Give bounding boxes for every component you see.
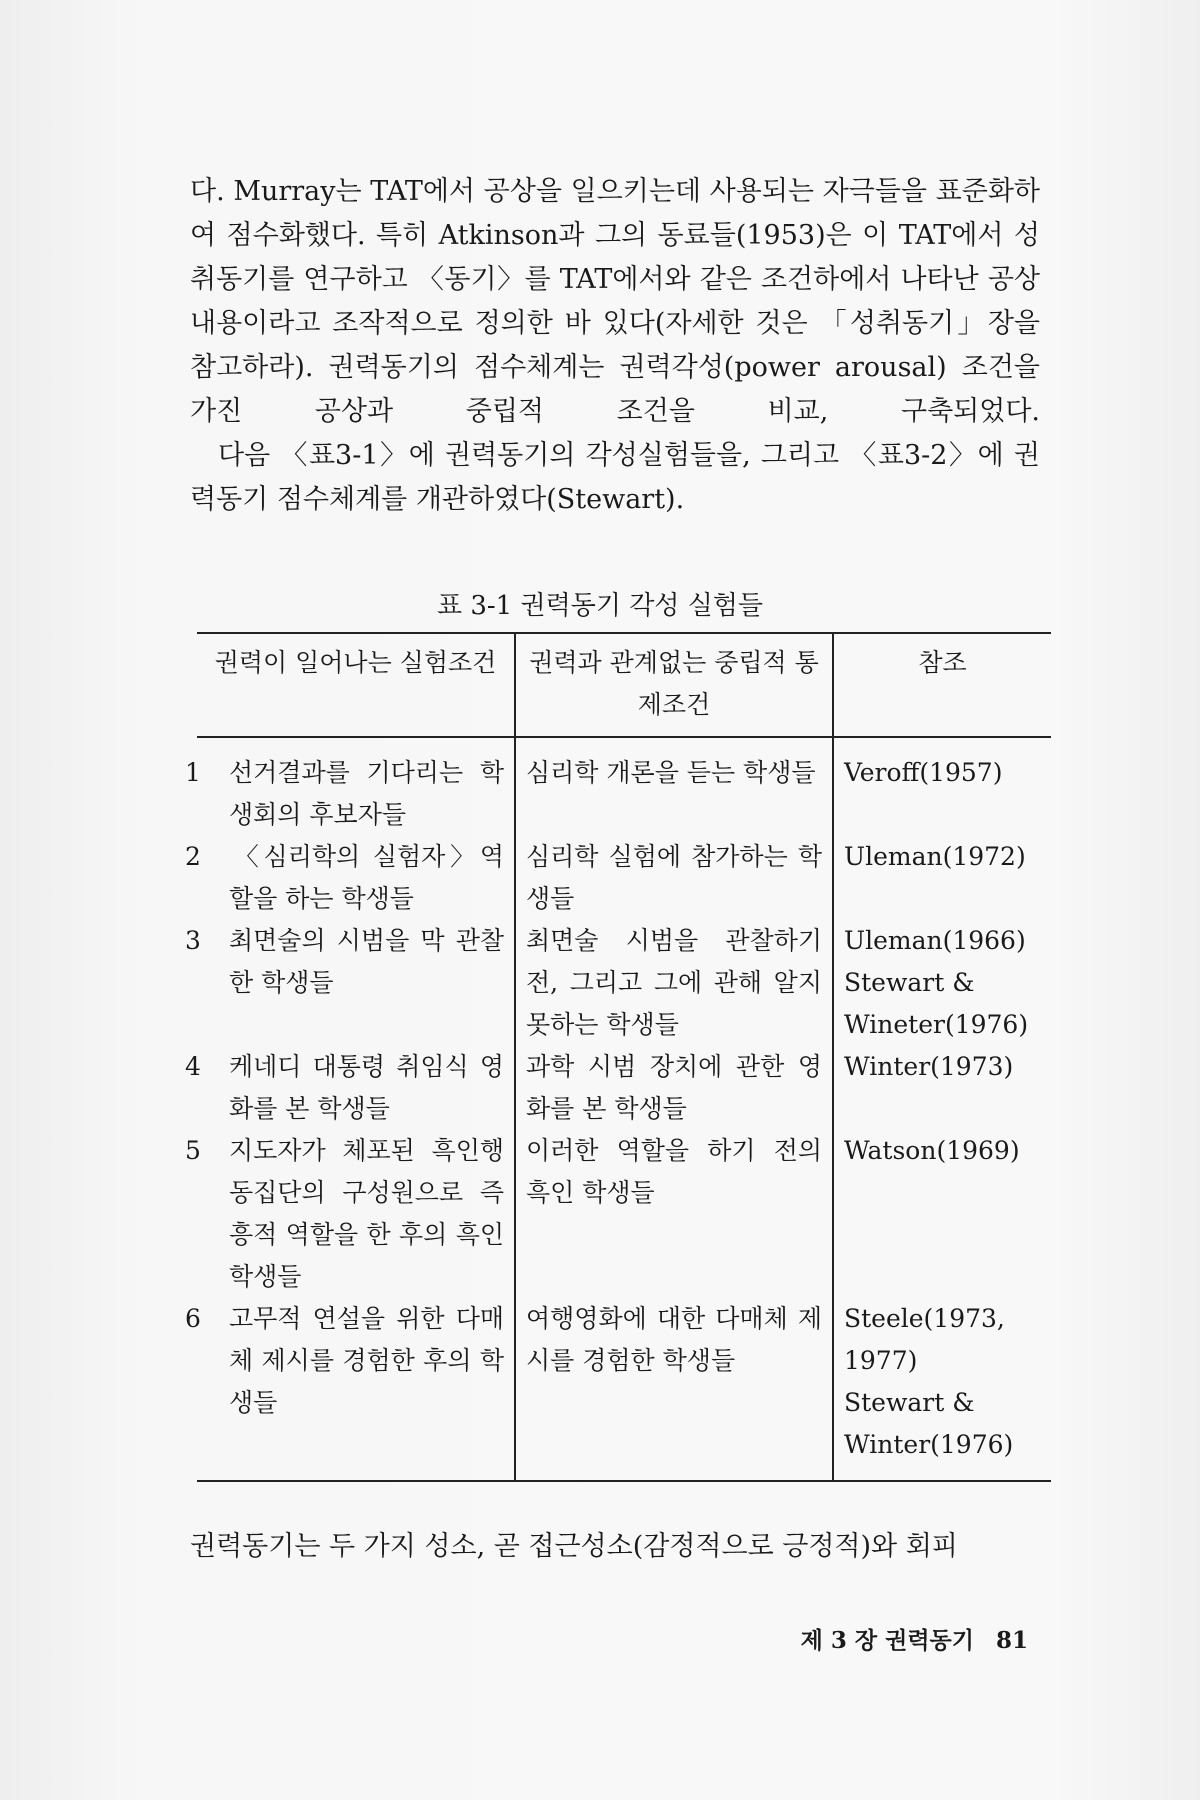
- condition-cell: [185, 920, 515, 1046]
- condition-text: 최면술의 시범을 막 관찰한 학생들: [229, 926, 504, 997]
- row-number: 4: [185, 1052, 201, 1081]
- body-paragraph-3: 권력동기는 두 가지 성소, 곧 접근성소(감정적으로 긍정적)와 회피: [190, 1531, 958, 1562]
- reference-line: Uleman(1966): [844, 926, 1026, 955]
- row-number: 2: [185, 842, 201, 871]
- control-cell: 심리학 개론을 듣는 학생들: [515, 737, 833, 836]
- condition-cell: [185, 1046, 515, 1130]
- reference-cell: [833, 1130, 1051, 1298]
- control-cell: 이러한 역할을 하기 전의 흑인 학생들: [515, 1130, 833, 1298]
- experiments-table: [185, 632, 1051, 1482]
- reference-line: Stewart &: [844, 968, 975, 997]
- reference-line: Winter(1976): [844, 1430, 1014, 1459]
- condition-text: 고무적 연설을 위한 다매체 제시를 경험한 후의 학생들: [229, 1304, 504, 1417]
- table-row: [197, 1046, 1051, 1130]
- table-caption: 표 3-1 권력동기 각성 실험들: [436, 591, 764, 621]
- table-row: [197, 920, 1051, 1046]
- table-row: [197, 737, 1051, 836]
- reference-line: Steele(1973,: [844, 1304, 1005, 1333]
- table-row: [197, 1130, 1051, 1298]
- header-reference: 참조: [833, 633, 1051, 737]
- reference-line: Uleman(1972): [844, 842, 1026, 871]
- table-body: [185, 737, 1051, 1481]
- row-number: 1: [185, 758, 201, 787]
- body-paragraph-1: 다. Murray는 TAT에서 공상을 일으키는데 사용되는 자극들을 표준화하여 점수화했다. 특히 Atkinson과 그의 동료들(1953)은 이 TAT에서 성취동기를 연구하고 〈동기〉를 TAT에서와 같은 조건하에서 나타난 공상내용이라고 조작적으로 정의한 바 있다(자세한 것은 「성취동기」장을 참고하라). 권력동기의 점수체계는 권력각성(power arousal) 조건을 가진 공상과 중립적 조건을 비교, 구축되었다.: [190, 176, 1040, 427]
- page-number: 81: [995, 1627, 1028, 1654]
- table-row: [197, 1298, 1051, 1481]
- row-number: 5: [185, 1136, 201, 1165]
- reference-line: Stewart &: [844, 1388, 975, 1417]
- row-number: 6: [185, 1304, 201, 1333]
- condition-cell: [185, 737, 515, 836]
- reference-cell: [833, 920, 1051, 1046]
- reference-cell: [833, 1298, 1051, 1481]
- condition-text: 케네디 대통령 취임식 영화를 본 학생들: [229, 1052, 504, 1123]
- control-cell: 여행영화에 대한 다매체 제시를 경험한 학생들: [515, 1298, 833, 1481]
- condition-cell: [185, 1298, 515, 1481]
- reference-line: Veroff(1957): [844, 758, 1003, 787]
- page-footer: [801, 1622, 1028, 1655]
- reference-cell: [833, 836, 1051, 920]
- reference-line: 1977): [844, 1346, 918, 1375]
- reference-line: Winter(1973): [844, 1052, 1014, 1081]
- reference-line: Watson(1969): [844, 1136, 1020, 1165]
- reference-cell: [833, 737, 1051, 836]
- condition-text: 〈심리학의 실험자〉역할을 하는 학생들: [229, 842, 504, 913]
- control-cell: 심리학 실험에 참가하는 학생들: [515, 836, 833, 920]
- body-paragraph-2: 다음 〈표3-1〉에 권력동기의 각성실험들을, 그리고 〈표3-2〉에 권력동기 점수체계를 개관하였다(Stewart).: [190, 440, 1040, 515]
- control-cell: 과학 시범 장치에 관한 영화를 본 학생들: [515, 1046, 833, 1130]
- control-cell: 최면술 시범을 관찰하기 전, 그리고 그에 관해 알지 못하는 학생들: [515, 920, 833, 1046]
- header-control: 권력과 관계없는 중립적 통제조건: [515, 633, 833, 737]
- condition-text: 선거결과를 기다리는 학생회의 후보자들: [229, 758, 504, 829]
- reference-line: Wineter(1976): [844, 1010, 1029, 1039]
- chapter-title: 제 3 장 권력동기: [800, 1627, 974, 1654]
- row-number: 3: [185, 926, 201, 955]
- table-row: [197, 836, 1051, 920]
- condition-cell: [185, 836, 515, 920]
- header-condition: 권력이 일어나는 실험조건: [214, 648, 497, 677]
- reference-cell: [833, 1046, 1051, 1130]
- condition-text: 지도자가 체포된 흑인행동집단의 구성원으로 즉흥적 역할을 한 후의 흑인학생들: [229, 1136, 504, 1291]
- table-header-row: [197, 633, 1051, 737]
- condition-cell: [185, 1130, 515, 1298]
